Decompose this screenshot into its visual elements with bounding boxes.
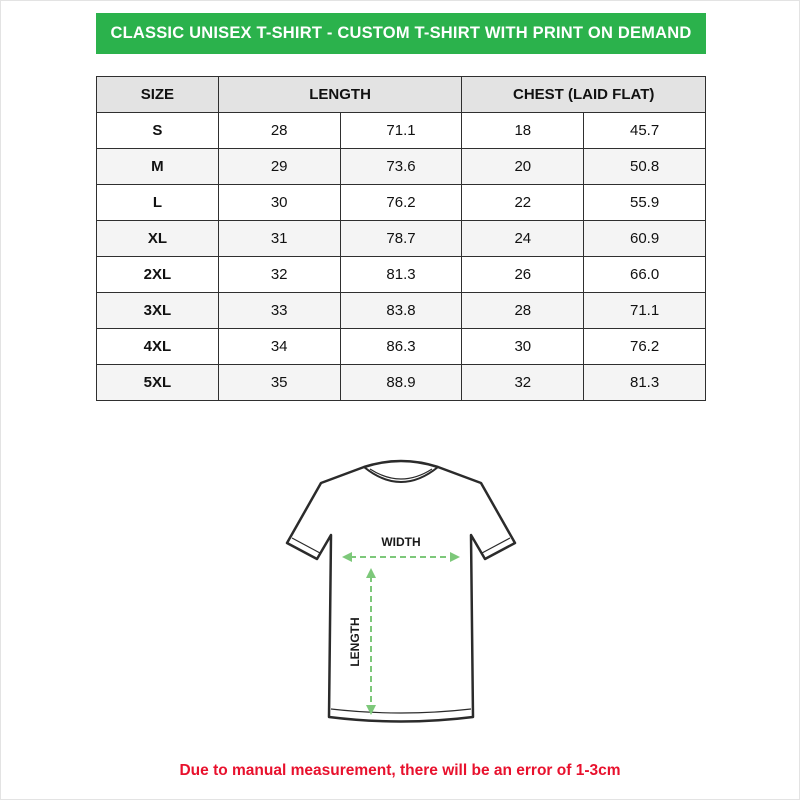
table-header-row [97,77,706,113]
cell-chest-in: 20 [462,149,584,185]
cell-length-cm: 73.6 [340,149,462,185]
cell-length-cm: 71.1 [340,113,462,149]
cell-chest-cm: 71.1 [584,293,706,329]
table-row [97,113,706,149]
cell-length-in: 30 [218,185,340,221]
cell-size: S [97,113,219,149]
cell-size: M [97,149,219,185]
table-row [97,293,706,329]
tshirt-drawing-svg [251,439,551,751]
measurement-error-note: Due to manual measurement, there will be an error of 1-3cm [179,762,621,779]
table-row [97,149,706,185]
cell-chest-cm: 45.7 [584,113,706,149]
title-banner [96,13,706,54]
width-label: WIDTH [381,535,421,549]
cell-chest-in: 24 [462,221,584,257]
cell-chest-in: 26 [462,257,584,293]
cell-chest-in: 28 [462,293,584,329]
size-table-container [96,76,706,401]
table-row [97,185,706,221]
cell-chest-in: 18 [462,113,584,149]
cell-length-in: 29 [218,149,340,185]
cell-chest-in: 22 [462,185,584,221]
cell-length-in: 32 [218,257,340,293]
table-row [97,329,706,365]
cell-length-cm: 83.8 [340,293,462,329]
cell-size: 5XL [97,365,219,401]
cell-size: XL [97,221,219,257]
length-label: LENGTH [348,617,362,667]
cell-size: L [97,185,219,221]
cell-length-in: 31 [218,221,340,257]
tshirt-body-outline [287,461,515,722]
cell-length-in: 33 [218,293,340,329]
cell-size: 2XL [97,257,219,293]
cell-length-in: 28 [218,113,340,149]
cell-length-cm: 88.9 [340,365,462,401]
cell-length-cm: 78.7 [340,221,462,257]
page-title: CLASSIC UNISEX T-SHIRT - CUSTOM T-SHIRT WITH PRINT ON DEMAND [110,24,692,42]
cell-length-cm: 81.3 [340,257,462,293]
header-size: SIZE [97,77,219,113]
cell-length-in: 34 [218,329,340,365]
cell-chest-cm: 76.2 [584,329,706,365]
header-length: LENGTH [218,77,462,113]
header-chest: CHEST (LAID FLAT) [462,77,706,113]
table-row [97,365,706,401]
cell-chest-cm: 55.9 [584,185,706,221]
cell-chest-cm: 60.9 [584,221,706,257]
cell-chest-in: 32 [462,365,584,401]
cell-chest-cm: 66.0 [584,257,706,293]
cell-chest-in: 30 [462,329,584,365]
cell-size: 3XL [97,293,219,329]
cell-length-cm: 76.2 [340,185,462,221]
table-row [97,221,706,257]
cell-length-cm: 86.3 [340,329,462,365]
size-chart-table [96,76,706,401]
tshirt-measurement-diagram [251,439,551,751]
cell-size: 4XL [97,329,219,365]
cell-length-in: 35 [218,365,340,401]
cell-chest-cm: 50.8 [584,149,706,185]
table-row [97,257,706,293]
cell-chest-cm: 81.3 [584,365,706,401]
